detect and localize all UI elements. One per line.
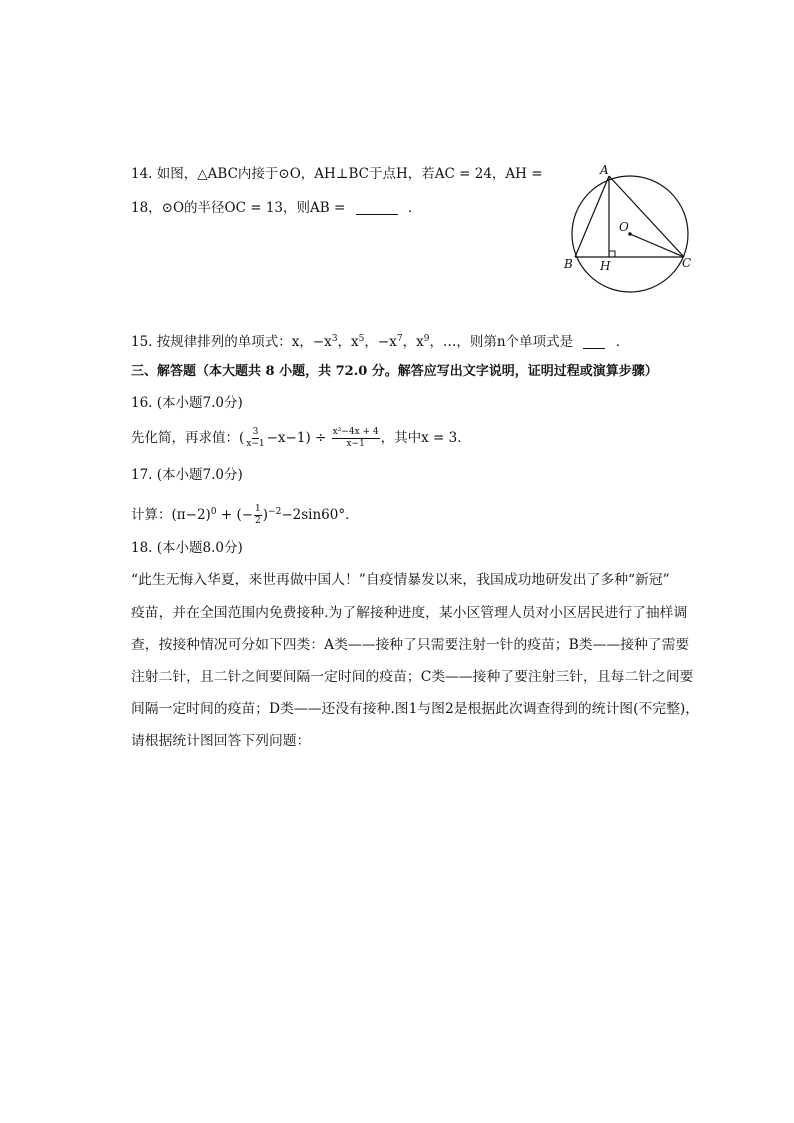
q14-answer-blank[interactable]	[356, 200, 398, 215]
q15-sep3: ，x	[402, 334, 424, 350]
q16-expression	[131, 424, 471, 452]
q14-line2	[131, 198, 421, 218]
segment-ac	[609, 176, 684, 257]
q15-exp4: 9	[423, 334, 430, 344]
q16-f2-num: x²−4x + 4	[332, 427, 379, 437]
q15-answer-blank[interactable]	[583, 334, 605, 349]
q15-sep2: ，−x	[364, 334, 397, 350]
section-title: 三、解答题（本大题共 8 小题，共 72.0 分。解答应写出文字说明，证明过程或演算步骤）	[131, 364, 658, 379]
q17-lead: 计算：(π−2)	[131, 507, 211, 523]
q18-paragraph-line: 查，按接种情况可分如下四类：A类——接种了只需要注射一针的疫苗；B类——接种了需要	[131, 637, 690, 653]
q16-mid: −x−1) ÷	[266, 430, 327, 446]
q15-line	[131, 329, 629, 352]
q15-prefix: 15. 按规律排列的单项式：x，−x	[131, 334, 332, 350]
q17-fraction	[254, 504, 262, 527]
q16-fraction-1	[245, 427, 265, 450]
q17-exp0: 0	[210, 507, 217, 517]
label-h: H	[600, 259, 611, 273]
q14-line1: 14. 如图，△ABC内接于⊙O，AH⊥BC于点H，若AC = 24，AH =	[131, 166, 543, 182]
q16-f2-den: x−1	[346, 439, 365, 449]
q18-paragraph-line: 间隔一定时间的疫苗；D类——还没有接种.图1与图2是根据此次调查得到的统计图(不完整)，	[131, 701, 700, 717]
q17-tail: −2sin60°．	[281, 507, 359, 523]
q16-lead: 先化简，再求值：(	[131, 430, 245, 446]
q17-exp1: −2	[268, 507, 282, 517]
label-a: A	[600, 163, 609, 177]
q17-expression	[131, 498, 359, 529]
q17-f-den: 2	[255, 516, 261, 526]
q15-exp3: 7	[396, 334, 403, 344]
q15-suffix: ，…，则第n个单项式是	[429, 334, 574, 350]
q16-tail: ，其中x = 3．	[380, 430, 471, 446]
q18-paragraph-line: 疫苗，并在全国范围内免费接种.为了解接种进度，某小区管理人员对小区居民进行了抽样调	[131, 605, 688, 621]
q17-mid: + (−	[216, 507, 254, 523]
q16-fraction-2	[332, 427, 380, 450]
circle-triangle-figure	[560, 160, 705, 300]
q17-header: 17. (本小题7.0分)	[131, 467, 243, 483]
q14-period: ．	[407, 200, 422, 216]
q18-paragraph-line: “此生无悔入华夏，来世再做中国人！”自疫情暴发以来，我国成功地研发出了多种“新冠”	[131, 572, 670, 588]
right-angle-mark	[609, 251, 615, 257]
q18-paragraph-line: 请根据统计图回答下列问题：	[131, 733, 311, 749]
label-o: O	[619, 220, 629, 234]
q15-sep1: ，x	[337, 334, 359, 350]
label-b: B	[564, 257, 573, 271]
q15-exp1: 3	[331, 334, 338, 344]
q14-line2-text: 18，⊙O的半径OC = 13，则AB =	[131, 200, 346, 216]
segment-ab	[575, 176, 609, 257]
q15-exp2: 5	[358, 334, 365, 344]
q17-f-num: 1	[255, 504, 261, 514]
q18-paragraph-line: 注射二针，且二针之间要间隔一定时间的疫苗；C类——接种了要注射三针，且每二针之间要	[131, 669, 694, 685]
q16-f1-num: 3	[252, 427, 259, 437]
label-c: C	[682, 256, 692, 270]
q16-header: 16. (本小题7.0分)	[131, 395, 243, 411]
q16-f1-den: x−1	[246, 439, 265, 449]
segment-oc	[630, 234, 684, 257]
q15-period: ．	[615, 334, 630, 350]
q17-close: )	[262, 507, 269, 523]
q18-header: 18. (本小题8.0分)	[131, 540, 243, 556]
